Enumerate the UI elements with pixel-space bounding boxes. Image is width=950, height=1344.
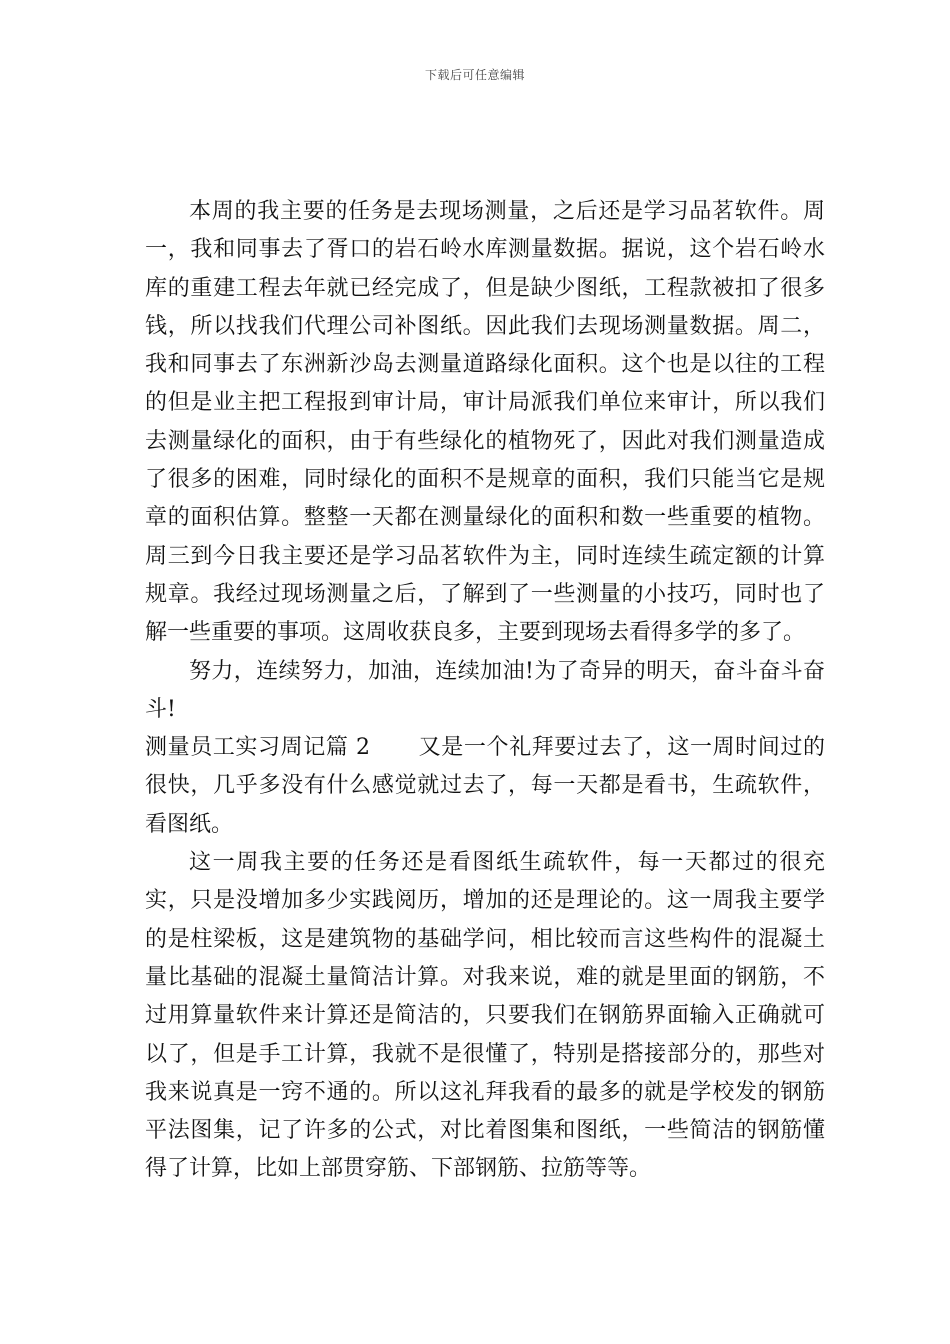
paragraph-week-2-details: 这一周我主要的任务还是看图纸生疏软件，每一天都过的很充实，只是没增加多少实践阅历，增加的还是理论的。这一周我主要学的是柱梁板，这是建筑物的基础学问，相比较而言这些构件的混凝土量比基础的混凝土量简洁计算。对我来说，难的就是里面的钢筋，不过用算量软件来计算还是简洁的，只要我们在钢筋界面输入正确就可以了，但是手工计算，我就不是很懂了，特别是搭接部分的，那些对我来说真是一窍不通的。所以这礼拜我看的最多的就是学校发的钢筋平法图集，记了许多的公式，对比着图集和图纸，一些简洁的钢筋懂得了计算，比如上部贯穿筋、下部钢筋、拉筋等等。	[145, 850, 825, 1182]
section-title: 测量员工实习周记篇 2	[145, 735, 371, 761]
document-body	[145, 193, 825, 1189]
paragraph-week-1: 本周的我主要的任务是去现场测量，之后还是学习品茗软件。周一，我和同事去了胥口的岩石岭水库测量数据。据说，这个岩石岭水库的重建工程去年就已经完成了，但是缺少图纸，工程款被扣了很多钱，所以找我们代理公司补图纸。因此我们去现场测量数据。周二，我和同事去了东洲新沙岛去测量道路绿化面积。这个也是以往的工程的但是业主把工程报到审计局，审计局派我们单位来审计，所以我们去测量绿化的面积，由于有些绿化的植物死了，因此对我们测量造成了很多的困难，同时绿化的面积不是规章的面积，我们只能当它是规章的面积估算。整整一天都在测量绿化的面积和数一些重要的植物。周三到今日我主要还是学习品茗软件为主，同时连续生疏定额的计算规章。我经过现场测量之后，了解到了一些测量的小技巧，同时也了解一些重要的事项。这周收获良多，主要到现场去看得多学的多了。	[145, 199, 825, 646]
paragraph-week-2	[145, 729, 825, 844]
paragraph-week-2-text: 又是一个礼拜要过去了，这一周时间过的很快，几乎多没有什么感觉就过去了，每一天都是看书，生疏软件，看图纸。	[145, 735, 825, 837]
page-header: 下载后可任意编辑	[424, 68, 525, 82]
paragraph-motto: 努力，连续努力，加油，连续加油!为了奇异的明天，奋斗奋斗奋斗!	[145, 658, 825, 722]
